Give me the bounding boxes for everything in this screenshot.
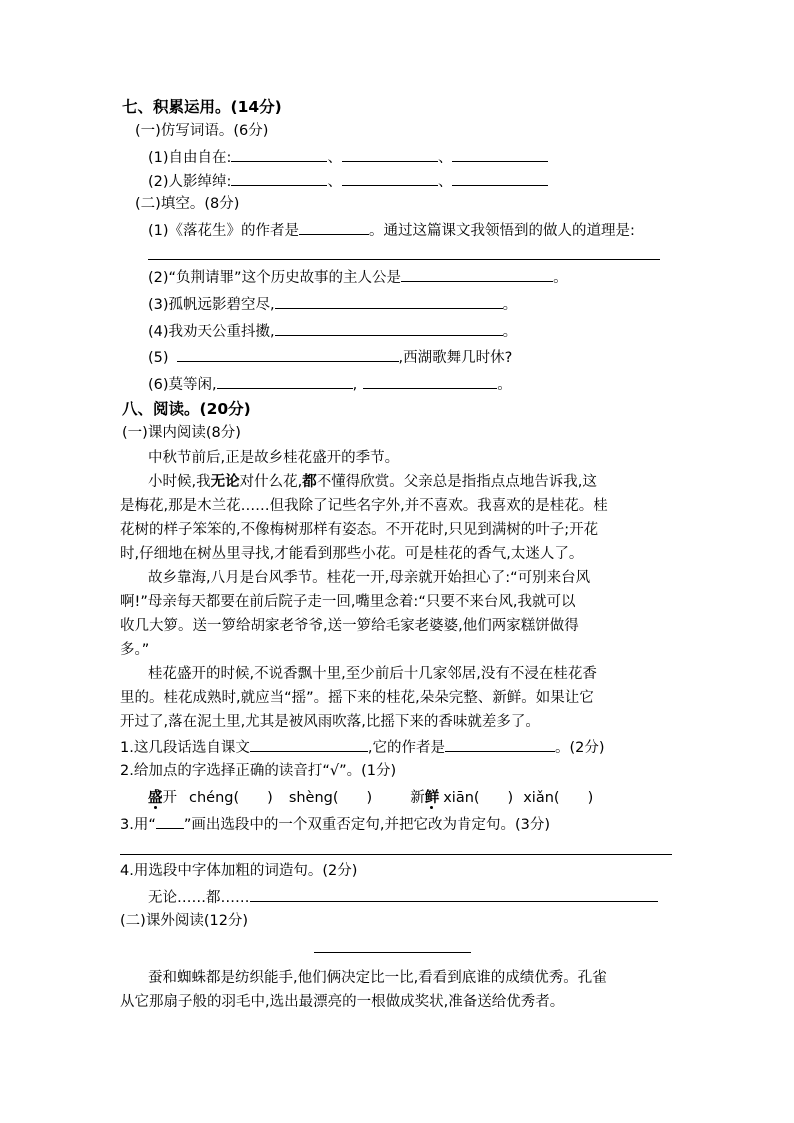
answer-blank[interactable] (275, 320, 503, 336)
section-8-title: 八、阅读。(20分) (122, 400, 251, 418)
pinyin-options (148, 788, 593, 808)
item-text: ,西湖歌舞几时休? (398, 350, 513, 366)
question-text: 。(2分) (554, 740, 605, 756)
item-label: (2)人影绰绰: (148, 174, 232, 190)
passage-line: 里的。桂花成熟时,就应当“摇”。摇下来的桂花,朵朵完整、新鲜。如果让它 (120, 690, 594, 706)
question-3 (120, 813, 550, 835)
question-4: 4.用选段中字体加粗的词造句。(2分) (120, 863, 358, 879)
passage-line: 收几大箩。送一箩给胡家老爷爷,送一箩给毛家老婆婆,他们两家糕饼做得 (120, 618, 579, 634)
item-text: 。 (497, 377, 512, 393)
fill-item-4 (148, 320, 517, 342)
prompt-text: 无论……都…… (148, 890, 250, 906)
passage-line: 开过了,落在泥土里,尤其是被风雨吹落,比摇下来的香味就差多了。 (120, 714, 540, 730)
paren: ) (507, 790, 514, 806)
pinyin-option: xiān( (443, 790, 480, 806)
item-text: (3)孤帆远影碧空尽, (148, 297, 275, 313)
answer-blank[interactable] (177, 346, 399, 362)
question-2: 2.给加点的字选择正确的读音打“√”。(1分) (120, 763, 397, 779)
passage-line: 故乡靠海,八月是台风季节。桂花一开,母亲就开始担心了:“可别来台风 (148, 570, 591, 586)
item-label: (1)自由自在: (148, 150, 232, 166)
item-text: (5) (148, 350, 169, 366)
item-text: 。 (502, 297, 518, 313)
part-1-heading: (一)课内阅读(8分) (122, 425, 241, 441)
answer-line[interactable] (148, 259, 660, 260)
fill-item-1 (148, 219, 635, 241)
passage-line: 蚕和蜘蛛都是纺织能手,他们俩决定比一比,看看到底谁的成绩优秀。孔雀 (148, 970, 607, 986)
part-2-heading: (二)填空。(8分) (135, 196, 240, 212)
answer-blank[interactable] (250, 886, 658, 902)
word-char: 新 (410, 790, 425, 806)
fill-item-6 (148, 373, 512, 395)
fill-item-5 (148, 346, 512, 368)
paren: ) (587, 790, 594, 806)
dotted-char: 盛 (148, 790, 163, 806)
passage-line: 是梅花,那是木兰花……但我除了记些名字外,并不喜欢。我喜欢的是桂花。桂 (120, 498, 608, 514)
answer-blank[interactable] (363, 373, 497, 389)
item-text: (4)我劝天公重抖擞, (148, 324, 275, 340)
word-char: 开 (162, 790, 177, 806)
answer-blank[interactable] (231, 146, 327, 162)
question-1 (120, 736, 605, 758)
answer-blank[interactable] (299, 219, 369, 235)
separator: 、 (437, 150, 453, 166)
pinyin-option: shèng( (288, 790, 339, 806)
pinyin-option: xiǎn( (523, 790, 560, 806)
item-text: (1)《落花生》的作者是 (148, 223, 300, 239)
item-text: (6)莫等闲, (148, 377, 217, 393)
answer-blank[interactable] (342, 146, 438, 162)
answer-blank[interactable] (250, 736, 368, 752)
answer-blank[interactable] (217, 373, 353, 389)
item-text: 。通过这篇课文我领悟到的做人的道理是: (369, 223, 635, 239)
bold-word: 无论 (210, 474, 240, 490)
text: 对什么花, (239, 474, 303, 490)
passage-line (148, 472, 597, 492)
paren: ) (366, 790, 373, 806)
bold-word: 都 (302, 474, 317, 490)
item-text: (2)“负荆请罪”这个历史故事的主人公是 (148, 270, 402, 286)
item-text: 。 (553, 270, 568, 286)
question-text: 1.这几段话选自课文 (120, 740, 250, 756)
passage-line: 多。” (120, 642, 150, 658)
text: 小时候,我 (148, 474, 211, 490)
passage-line: 从它那扇子般的羽毛中,选出最漂亮的一根做成奖状,准备送给优秀者。 (120, 994, 565, 1010)
answer-line[interactable] (120, 854, 672, 855)
sentence-prompt (148, 886, 658, 908)
fill-item-3 (148, 293, 517, 315)
dotted-char: 鲜 (424, 790, 440, 806)
paren: ) (267, 790, 273, 806)
underline-sample (156, 813, 184, 829)
part-1-heading: (一)仿写词语。(6分) (135, 123, 269, 139)
section-7-title: 七、积累运用。(14分) (122, 98, 282, 116)
passage-line: 中秋节前后,正是故乡桂花盛开的季节。 (148, 450, 400, 466)
separator: 、 (327, 150, 342, 166)
passage-line: 啊!”母亲每天都要在前后院子走一回,嘴里念着:“只要不来台风,我就可以 (120, 594, 576, 610)
answer-blank[interactable] (452, 170, 548, 186)
question-text: ”画出选段中的一个双重否定句,并把它改为肯定句。(3分) (183, 817, 551, 833)
pinyin-option: chéng( (189, 790, 240, 806)
separator: 、 (327, 174, 342, 190)
passage-line: 花树的样子笨笨的,不像梅树那样有姿态。不开花时,只见到满树的叶子;开花 (120, 522, 599, 538)
copy-words-item-2 (148, 170, 548, 192)
answer-blank[interactable] (231, 170, 327, 186)
passage-line: 桂花盛开的时候,不说香飘十里,至少前后十几家邻居,没有不浸在桂花香 (148, 666, 597, 682)
answer-blank[interactable] (401, 266, 553, 282)
answer-blank[interactable] (275, 293, 503, 309)
item-text: , (352, 377, 358, 393)
title-blank[interactable] (314, 952, 471, 953)
text: 不懂得欣赏。父亲总是指指点点地告诉我,这 (316, 474, 597, 490)
answer-blank[interactable] (342, 170, 438, 186)
passage-line: 时,仔细地在树丛里寻找,才能看到那些小花。可是桂花的香气,太迷人了。 (120, 546, 584, 562)
item-text: 。 (502, 324, 518, 340)
question-text: 3.用“ (120, 817, 156, 833)
copy-words-item-1 (148, 146, 548, 168)
answer-blank[interactable] (452, 146, 548, 162)
answer-blank[interactable] (445, 736, 555, 752)
fill-item-2 (148, 266, 568, 288)
question-text: ,它的作者是 (367, 740, 445, 756)
part-2-heading: (二)课外阅读(12分) (120, 913, 249, 929)
separator: 、 (437, 174, 453, 190)
